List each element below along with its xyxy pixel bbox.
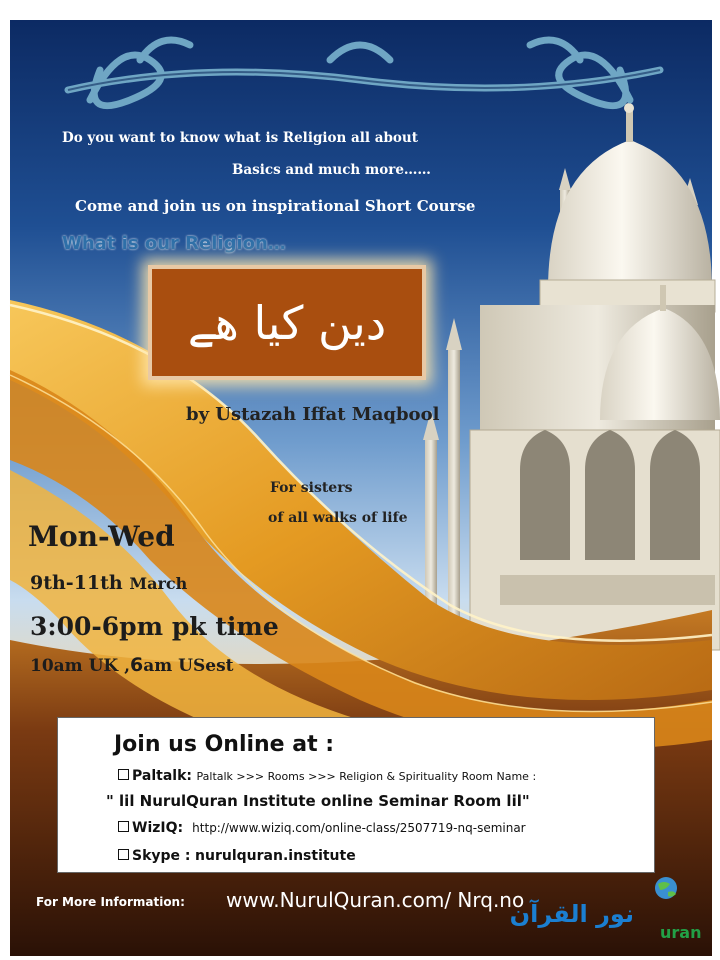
logo-latin: uran bbox=[660, 923, 702, 942]
zones-uk: 10am UK , bbox=[30, 656, 131, 676]
join-online-heading: Join us Online at : bbox=[114, 732, 335, 757]
wiziq-link[interactable]: http://www.wiziq.com/online-class/2507719-nq-seminar bbox=[192, 821, 526, 835]
dates-month: March bbox=[129, 574, 188, 593]
audience-line-2: of all walks of life bbox=[268, 510, 408, 526]
paltalk-row bbox=[118, 768, 536, 784]
website-link[interactable]: www.NurulQuran.com/ Nrq.no bbox=[226, 888, 525, 912]
nurulquran-logo bbox=[509, 872, 716, 944]
checkbox-bullet-icon bbox=[118, 769, 129, 780]
skype-key: Skype : bbox=[132, 848, 191, 864]
wiziq-row bbox=[118, 820, 526, 836]
globe-icon bbox=[509, 872, 716, 944]
course-timezones bbox=[30, 654, 234, 676]
checkbox-bullet-icon bbox=[118, 849, 129, 860]
skype-row bbox=[118, 848, 356, 864]
course-dates bbox=[30, 572, 187, 594]
dates-range: 9th-11th bbox=[30, 572, 123, 594]
intro-basics: Basics and much more…… bbox=[232, 162, 431, 178]
course-time: 3:00-6pm pk time bbox=[30, 612, 279, 641]
wiziq-key: WizIQ: bbox=[132, 820, 184, 836]
zones-us: am USest bbox=[143, 656, 234, 676]
audience-line-1: For sisters bbox=[270, 480, 353, 496]
more-info-label: For More Information: bbox=[36, 895, 185, 909]
course-days: Mon-Wed bbox=[28, 520, 175, 553]
intro-invitation: Come and join us on inspirational Short Course bbox=[75, 197, 476, 215]
skype-value: nurulquran.institute bbox=[195, 848, 356, 864]
paltalk-room-name: " lil NurulQuran Institute online Seminar Room lil" bbox=[106, 792, 530, 810]
urdu-title: دین کیا ھے bbox=[187, 295, 387, 350]
instructor-byline: by Ustazah Iffat Maqbool bbox=[186, 404, 440, 425]
intro-question: Do you want to know what is Religion all about bbox=[62, 130, 418, 146]
online-info-box bbox=[57, 717, 655, 873]
urdu-title-box bbox=[148, 265, 426, 380]
paltalk-key: Paltalk: bbox=[132, 768, 192, 784]
logo-urdu: نور القرآن bbox=[509, 900, 634, 928]
paltalk-value: Paltalk >>> Rooms >>> Religion & Spirituality Room Name : bbox=[196, 770, 537, 783]
checkbox-bullet-icon bbox=[118, 821, 129, 832]
zones-digit: 6 bbox=[130, 654, 144, 676]
course-subtitle: What is our Religion… bbox=[62, 233, 286, 254]
